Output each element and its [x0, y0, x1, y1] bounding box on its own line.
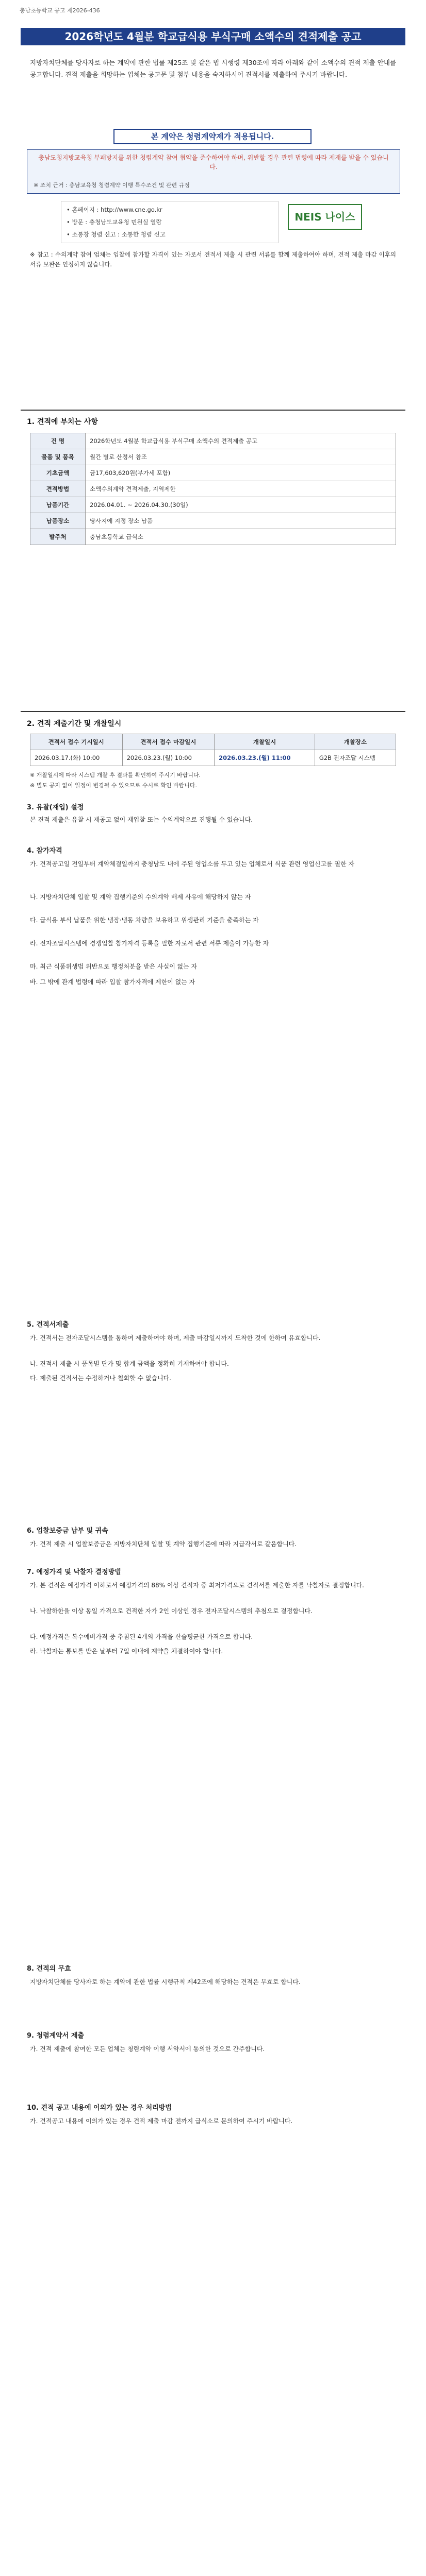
document-number: 충남초등학교 공고 제2026-436 — [20, 7, 100, 14]
channel-report: • 소통창 청렴 신고 : 소통한 청렴 신고 — [67, 231, 166, 238]
row-label: 건 명 — [30, 433, 86, 449]
section-4-item: 나. 지방자치단체 입찰 및 계약 집행기준의 수의계약 배제 사유에 해당하지 않는 자 — [30, 893, 251, 901]
section-3-text: 본 견적 제출은 유찰 시 재공고 없이 재입찰 또는 수의계약으로 진행될 수 있습니다. — [30, 816, 253, 823]
row-label: 견적방법 — [30, 481, 86, 497]
table-header-row — [30, 734, 396, 750]
section-4-item: 마. 최근 식품위생법 위반으로 행정처분을 받은 사실이 없는 자 — [30, 963, 198, 970]
row-value: 2026.04.01. ~ 2026.04.30.(30일) — [86, 497, 396, 513]
section-2-heading: 2. 견적 제출기간 및 개찰일시 — [27, 720, 122, 728]
neis-logo: NEIS 나이스 — [288, 204, 362, 230]
integrity-info-basis: ※ 조치 근거 : 충남교육청 청렴계약 이행 특수조건 및 관련 규정 — [34, 182, 190, 189]
table-row — [30, 433, 396, 449]
page-title: 2026학년도 4월분 학교급식용 부식구매 소액수의 견적제출 공고 — [21, 28, 405, 45]
table-row — [30, 449, 396, 465]
table-row — [30, 465, 396, 481]
schedule-note: ※ 별도 공지 없이 일정이 변경될 수 있으므로 수시로 확인 바랍니다. — [30, 782, 197, 789]
integrity-banner: 본 계약은 청렴계약제가 적용됩니다. — [113, 129, 312, 144]
section-3-heading: 3. 유찰(재입) 설정 — [27, 804, 84, 811]
bid-info-table — [30, 433, 396, 545]
row-label: 납품기간 — [30, 497, 86, 513]
intro-paragraph: 지방자치단체를 당사자로 하는 계약에 관한 법률 제25조 및 같은 법 시행령 제30조에 따라 아래와 같이 소액수의 견적 제출 안내를 공고합니다. 견적 제출을 희망하는 업체는 공고문 및 첨부 내용을 숙지하시어 견적서를 제출하여 주시기 바랍니다. — [30, 59, 396, 78]
section-7-heading: 7. 예정가격 및 낙찰자 결정방법 — [27, 1568, 121, 1576]
section-8-text: 지방자치단체를 당사자로 하는 계약에 관한 법률 시행규칙 제42조에 해당하는 견적은 무효로 합니다. — [30, 1978, 301, 1986]
contract-channel-list — [61, 201, 278, 243]
row-value: 소액수의계약 견적제출, 지역제한 — [86, 481, 396, 497]
cell: 2026.03.23.(월) 11:00 — [215, 750, 315, 766]
section-4-item: 다. 급식용 부식 납품을 위한 냉장·냉동 차량을 보유하고 위생관리 기준을 충족하는 자 — [30, 917, 259, 924]
column-header: 개찰일시 — [215, 734, 315, 750]
row-label: 발주처 — [30, 529, 86, 545]
table-row — [30, 497, 396, 513]
row-value: 금17,603,620원(부가세 포함) — [86, 465, 396, 481]
section-divider — [21, 410, 405, 411]
section-7-item: 라. 낙찰자는 통보를 받은 날부터 7일 이내에 계약을 체결하여야 합니다. — [30, 1648, 223, 1655]
cell: 2026.03.23.(월) 10:00 — [122, 750, 215, 766]
row-label: 기초금액 — [30, 465, 86, 481]
integrity-info-text: 충남도청지방교육청 부패방지를 위한 청렴계약 참여 협약을 준수하여야 하며, 위반할 경우 관련 법령에 따라 제재를 받을 수 있습니다. — [38, 154, 389, 171]
section-6-heading: 6. 업찰보증금 납부 및 귀속 — [27, 1527, 108, 1535]
column-header: 견적서 접수 마감일시 — [122, 734, 215, 750]
section-4-heading: 4. 참가자격 — [27, 847, 62, 855]
section-8-heading: 8. 견적의 무효 — [27, 1965, 71, 1973]
table-row — [30, 529, 396, 545]
section-divider — [21, 711, 405, 712]
table-row — [30, 481, 396, 497]
section-7-item: 나. 낙찰하한율 이상 동일 가격으로 견적한 자가 2인 이상인 경우 전자조달시스템의 추첨으로 결정합니다. — [30, 1607, 313, 1615]
row-value: 당사지에 지정 장소 납품 — [86, 513, 396, 529]
section-9-heading: 9. 청렴계약서 제출 — [27, 2032, 84, 2040]
contract-channels — [30, 201, 396, 242]
section-5-heading: 5. 견적서제출 — [27, 1321, 69, 1329]
section-1-heading: 1. 견적에 부치는 사항 — [27, 418, 98, 426]
channel-visit: • 방문 : 충청남도교육청 민원실 열람 — [67, 218, 162, 226]
section-5-item: 나. 견적서 제출 시 품목별 단가 및 합계 금액을 정확히 기재하여야 합니다. — [30, 1360, 229, 1367]
section-10-heading: 10. 견적 공고 내용에 이의가 있는 경우 처리방법 — [27, 2104, 172, 2112]
cell: G2B 전자조달 시스템 — [315, 750, 396, 766]
channel-homepage[interactable]: • 홈페이지 : http://www.cne.go.kr — [67, 206, 162, 213]
schedule-table — [30, 734, 396, 766]
row-label: 물품 및 품목 — [30, 449, 86, 465]
participation-note: ※ 참고 : 수의계약 참여 업체는 입찰에 참가할 자격이 있는 자로서 견적서 제출 시 관련 서류를 함께 제출하여야 하며, 견적 제출 마감 이후의 서류 보완은 인정하지 않습니다. — [30, 251, 396, 268]
integrity-info-box — [27, 149, 400, 194]
table-row — [30, 750, 396, 766]
row-value: 충남초등학교 급식소 — [86, 529, 396, 545]
section-4-item: 바. 그 밖에 관계 법령에 따라 입찰 참가자격에 제한이 없는 자 — [30, 978, 195, 986]
section-4-item: 가. 견적공고일 전일부터 계약체결일까지 충청남도 내에 주된 영업소를 두고 있는 업체로서 식품 관련 영업신고를 필한 자 — [30, 860, 355, 868]
section-7-item: 가. 본 견적은 예정가격 이하로서 예정가격의 88% 이상 견적자 중 최저가격으로 견적서를 제출한 자를 낙찰자로 결정합니다. — [30, 1582, 364, 1589]
column-header: 개찰장소 — [315, 734, 396, 750]
section-9-text: 가. 견적 제출에 참여한 모든 업체는 청렴계약 이행 서약서에 동의한 것으로 간주합니다. — [30, 2045, 265, 2053]
section-10-text: 가. 견적공고 내용에 이의가 있는 경우 견적 제출 마감 전까지 급식소로 문의하여 주시기 바랍니다. — [30, 2117, 293, 2125]
section-5-item: 다. 제출된 견적서는 수정하거나 철회할 수 없습니다. — [30, 1375, 171, 1382]
section-5-item: 가. 견적서는 전자조달시스템을 통하여 제출하여야 하며, 제출 마감일시까지 도착한 것에 한하여 유효합니다. — [30, 1334, 321, 1342]
schedule-note: ※ 개찰일시에 따라 시스템 개찰 후 결과를 확인하여 주시기 바랍니다. — [30, 772, 201, 778]
row-value: 월간 별로 산정서 참조 — [86, 449, 396, 465]
row-label: 납품장소 — [30, 513, 86, 529]
section-4-item: 라. 전자조달시스템에 경쟁입찰 참가자격 등록을 필한 자로서 관련 서류 제출이 가능한 자 — [30, 940, 269, 947]
cell: 2026.03.17.(화) 10:00 — [30, 750, 123, 766]
section-6-text: 가. 견적 제출 시 업찰보증금은 지방자치단체 입찰 및 계약 집행기준에 따라 지급각서로 갈음합니다. — [30, 1540, 297, 1548]
column-header: 견적서 접수 기시일시 — [30, 734, 123, 750]
table-row — [30, 513, 396, 529]
row-value: 2026학년도 4월분 학교급식용 부식구매 소액수의 견적제출 공고 — [86, 433, 396, 449]
section-7-item: 다. 예정가격은 복수예비가격 중 추첨된 4개의 가격을 산술평균한 가격으로 합니다. — [30, 1633, 253, 1640]
